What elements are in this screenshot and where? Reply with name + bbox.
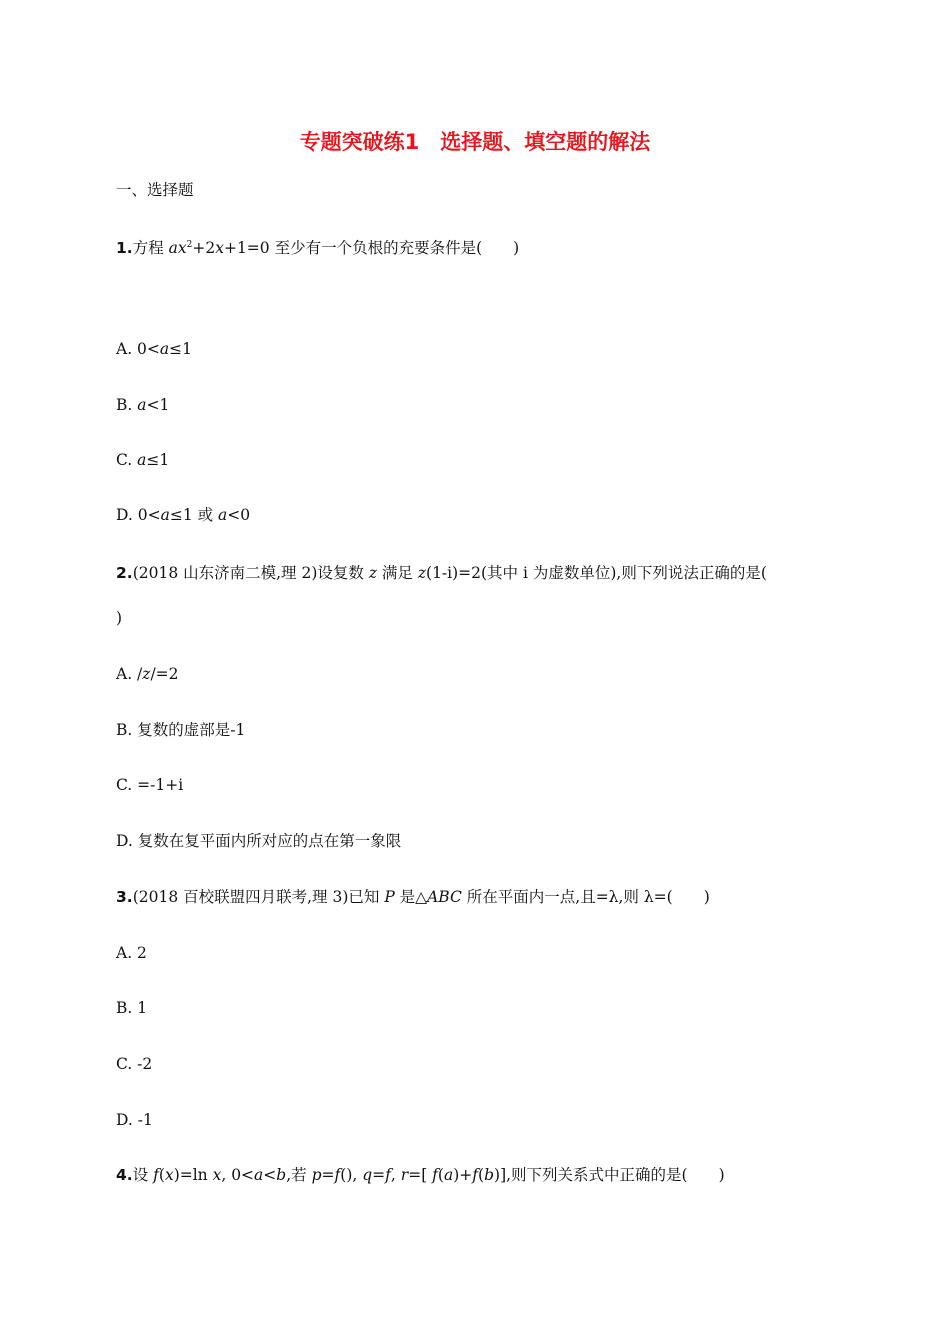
option-a: A. 0<a≤1: [116, 340, 193, 358]
question-number: 3.: [116, 888, 133, 906]
question-number: 4.: [116, 1166, 133, 1184]
option-a: A. /z/=2: [116, 665, 179, 683]
question-2: 2.(2018 山东济南二模,理 2)设复数 z 满足 z(1-i)=2(其中 i 为虚数单位),则下列说法正确的是(: [116, 564, 767, 582]
option-c: C. a≤1: [116, 451, 170, 469]
page-title: 专题突破练1 选择题、填空题的解法: [299, 130, 651, 154]
option-c: C. =-1+i: [116, 776, 184, 794]
section-heading: 一、选择题: [116, 181, 194, 199]
option-c: C. -2: [116, 1055, 153, 1073]
option-d: D. 复数在复平面内所对应的点在第一象限: [116, 832, 402, 850]
option-d: D. -1: [116, 1111, 153, 1129]
question-number: 2.: [116, 564, 133, 582]
option-b: B. 复数的虚部是-1: [116, 721, 246, 739]
question-1: 1.方程 $ax^2+2x+1=0$ 至少有一个负根的充要条件是( ): [116, 239, 520, 257]
question-3: 3.(2018 百校联盟四月联考,理 3)已知 P 是△ABC 所在平面内一点,且=λ,则 λ=( ): [116, 888, 710, 906]
option-b: B. a<1: [116, 396, 170, 414]
option-b: B. 1: [116, 999, 148, 1017]
question-number: 1.: [116, 239, 133, 257]
question-4: 4.设 f(x)=ln x, 0<a<b,若 p=f(), q=f, r=[ f(a)+f(b)],则下列关系式中正确的是( ): [116, 1166, 725, 1184]
option-a: A. 2: [116, 944, 147, 962]
question-2-continuation: ): [116, 609, 123, 627]
option-d: D. 0<a≤1 或 a<0: [116, 506, 251, 524]
